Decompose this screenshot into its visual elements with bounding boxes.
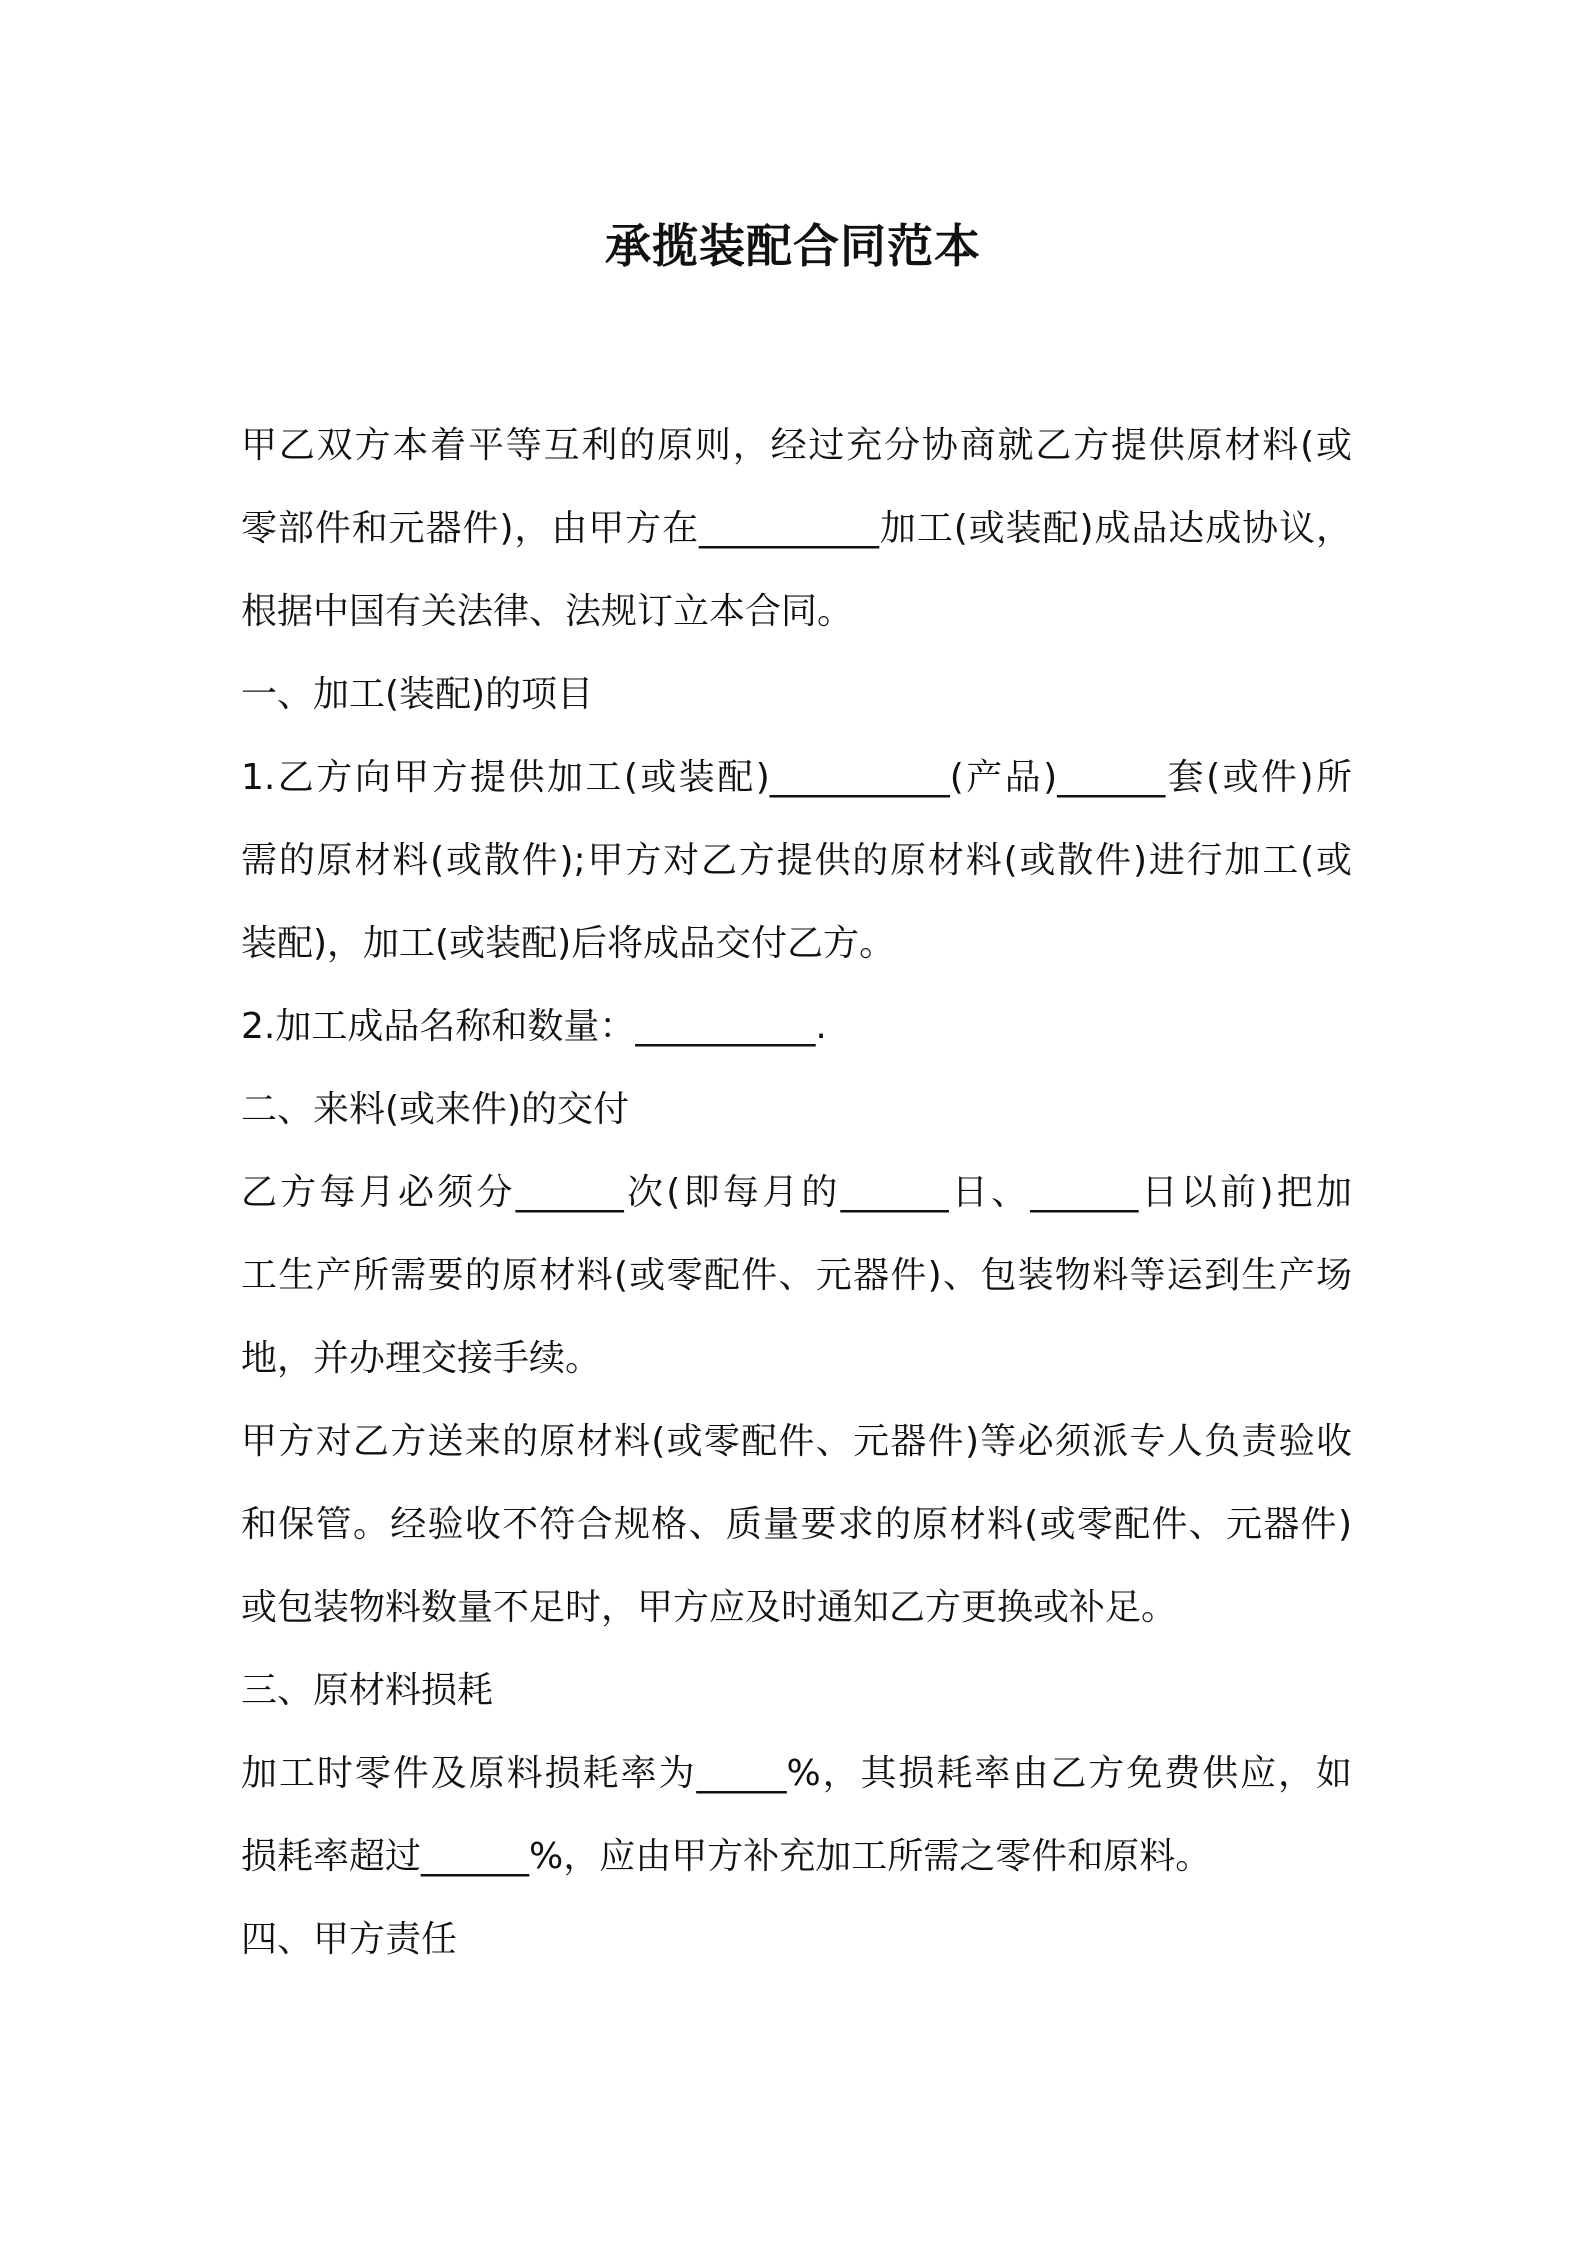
document-line: 二、来料(或来件)的交付	[241, 1089, 630, 1130]
document-line: 甲方对乙方送来的原材料(或零配件、元器件)等必须派专人负责验收	[241, 1421, 1352, 1462]
document-line: 2.加工成品名称和数量：__________.	[241, 1006, 827, 1047]
document-line: 工生产所需要的原材料(或零配件、元器件)、包装物料等运到生产场	[241, 1255, 1352, 1296]
document-line: 损耗率超过______%，应由甲方补充加工所需之零件和原料。	[241, 1836, 1212, 1877]
document-line: 1.乙方向甲方提供加工(或装配)__________(产品)______套(或件)所	[241, 757, 1352, 798]
document-line: 地，并办理交接手续。	[241, 1338, 602, 1379]
document-title: 承揽装配合同范本	[605, 219, 981, 273]
document-line: 甲乙双方本着平等互利的原则，经过充分协商就乙方提供原材料(或	[241, 425, 1352, 466]
document-line: 四、甲方责任	[241, 1919, 458, 1960]
document-line: 加工时零件及原料损耗率为_____%，其损耗率由乙方免费供应，如	[241, 1753, 1352, 1794]
document-line: 三、原材料损耗	[241, 1670, 494, 1711]
document-line: 和保管。经验收不符合规格、质量要求的原材料(或零配件、元器件)	[241, 1504, 1352, 1545]
document-line: 一、加工(装配)的项目	[241, 674, 594, 715]
document-line: 或包装物料数量不足时，甲方应及时通知乙方更换或补足。	[241, 1587, 1178, 1628]
document-line: 需的原材料(或散件);甲方对乙方提供的原材料(或散件)进行加工(或	[241, 840, 1352, 881]
document-line: 根据中国有关法律、法规订立本合同。	[241, 591, 854, 632]
document-line: 装配)，加工(或装配)后将成品交付乙方。	[241, 923, 896, 964]
document-line: 乙方每月必须分______次(即每月的______日、______日以前)把加	[241, 1172, 1352, 1213]
document-body	[241, 404, 1352, 1981]
document-line: 零部件和元器件)，由甲方在__________加工(或装配)成品达成协议，	[241, 508, 1352, 549]
